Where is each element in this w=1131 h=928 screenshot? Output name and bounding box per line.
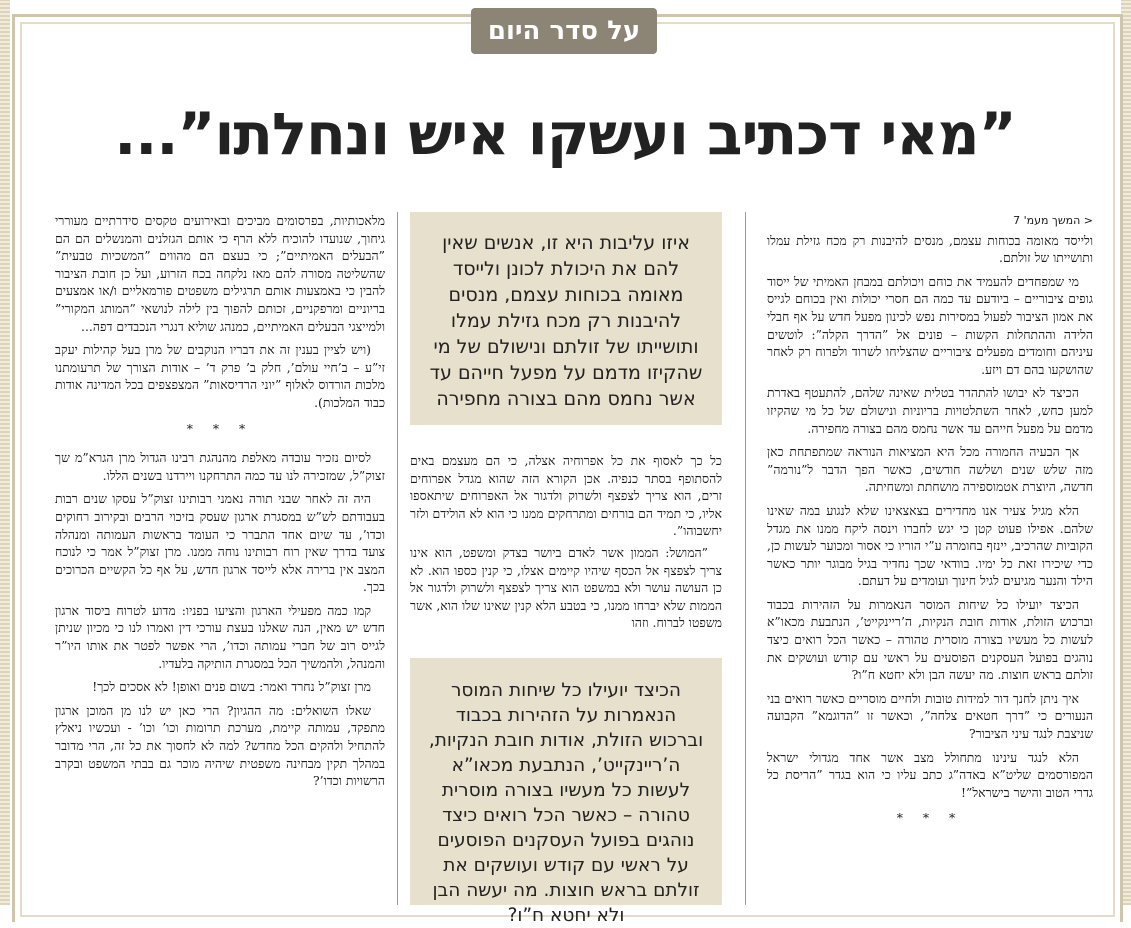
column-rule — [745, 212, 746, 905]
paragraph: הכיצד לא יבושו להתהדר בטלית שאינה שלהם, להתעטף באדרת למען כחש, לאחר השתלטויות בריוניות ונישולם של כל מי שהקיזו מדמם על מפעל חייהם עד אשר נחמס מהם בצורה מחפירה. — [767, 385, 1093, 436]
paragraph: לסיום נזכיר עובדה מאלפת מהנהגת רבינו הגדול מרן הגרא”מ שך זצוק”ל, שמזכירה לנו עד כמה התרחקנו ויירדנו בשנים הללו. — [55, 450, 385, 483]
section-tab: על סדר היום — [471, 8, 657, 54]
paragraph: הכיצד יועילו כל שיחות המוסר הנאמרות על הזהירות בכבוד וברכוש הזולת, אודות חובת הנקיות, ה’ריינקייט’, הנתבעת מכאו”א לעשות כל מעשיו בצורה מוסרית טהורה – כאשר הכל רואים כיצד נוהגים בפועל העסקנים הפוסעים על ראשי עם קודש ועושקים את זולתם בראש חוצות. מה יעשה הבן ולא יחטא ח”ו? — [767, 596, 1093, 683]
paragraph: קמו כמה מפעילי הארגון והציעו בפניו: מדוע לטרוח ביסוד ארגון חדש יש מאין, הנה שאלנו בעצת עורכי דין ואמרו לנו כי מכיון שניתן לגייס רוב של חברי עמותה וכדו’, הרי אפשר לפטר את אותו היו”ר והמנהל, ולהמשיך הכל במסגרת הותיקה בלעדיו. — [55, 602, 385, 671]
paragraph: ולייסד מאומה בכוחות עצמם, מנסים להיבנות רק מכח גזילת עמלו ותושייתו של זולתם. — [767, 232, 1093, 266]
paragraph: מלאכותיות, בפרסומים מביכים ובאירועים טקסים סידרתיים מעוררי גיחוך, שנועדו להוכיח ללא הרף כי אותם הגזלנים והמנשלים הם הם ”הבעלים האמיתיים”; כי בעצם הם מהווים ”המשכיות טבעית” שהשליטה מסורה להם מאז נלקחה בכח הזרוע, ועל כן חובת הציבור להבין כי באמצעות אותם תרגילים משפטים פורמאליים ו/או אמצעים בריוניים ומרפקניים, זכותם להפוך בין לילה לנושאי ”המותג המקורי” ולמייצגי הבעלים האמיתיים, כמנהג שוליא דנגרי הנכבדים דפה... — [55, 213, 385, 334]
paragraph: היה זה לאחר שבני תורה נאמני רבותינו זצוק”ל עסקו שנים רבות בעבודתם לש”ש במסגרת ארגון שעסק בזיכוי הרבים ובקירוב רחוקים וכדו’, עד שיום אחד התברר כי העומד בראשות העמותה ומנהלה צועד בדרך שאין רוח רבותינו נוחה ממנו. מרן זצוק”ל אמר כי לנוכח המצב אין ברירה אלא לייסד ארגון חדש, על אף כל הקשיים הכרוכים בכך. — [55, 491, 385, 595]
pull-quote-bottom: הכיצד יועילו כל שיחות המוסר הנאמרות על הזהירות בכבוד וברכוש הזולת, אודות חובת הנקיות, ה’ריינקייט’, הנתבעת מכאו”א לעשות כל מעשיו בצורה מוסרית טהורה – כאשר הכל רואים כיצד נוהגים בפועל העסקנים הפוסעים על ראשי עם קודש ועושקים את זולתם בראש חוצות. מה יעשה הבן ולא יחטא ח”ו? — [410, 658, 722, 905]
middle-column-text — [410, 452, 722, 636]
continuation-note: < המשך מעמ' 7 — [1013, 214, 1093, 227]
paragraph: הלא לנגד עינינו מתחולל מצב אשר אחד מגדולי ישראל המפורסמים שליט”א באדה”ג כתב עליו כי הוא בגדר ”הריסת כל גדרי הטוב והישר בישראל”! — [767, 749, 1093, 800]
right-column — [767, 212, 1093, 905]
paragraph: שאלו השואלים: מה ההגיון? הרי כאן יש לנו מן המוכן ארגון מתפקד, עמותה קיימת, מערכת תרומות וכו’ וכו’ - ועכשיו ניאלץ להתחיל ולהקים הכל מחדש? למה לא לחסוך את כל זה, הרי מדובר במהלך תקין מבחינה משפטית שיהיה מוכר גם בבתי המשפט ובקרב הרשויות וכדו’? — [55, 702, 385, 789]
paragraph: הלא מגיל צעיר אנו מחדירים בצאצאינו שלא לנגוע במה שאינו שלהם. אפילו פעוט קטן כי יגש לחברו וינסה ליקח ממנו את מגדל הקוביות שהרכיב, יינזף בחומרה ע”י הוריו כי אסור ומכוער לעשות כן, כדי שיכירו זאת כל ימיו. בוודאי שכך נחדיר בגיל מבוגר יותר כאשר הילד והנער מגיעים לגיל חינוך ועומדים על דעתם. — [767, 502, 1093, 589]
pull-quote-top: איזו עליבות היא זו, אנשים שאין להם את היכולת לכונן ולייסד מאומה בכוחות עצמם, מנסים להיבנות רק מכח גזילת עמלו ותושייתו של זולתם ונישולם של מי שהקיזו מדמם על מפעל חייהם עד אשר נחמס מהם בצורה מחפירה — [410, 212, 722, 425]
left-column — [55, 212, 385, 905]
decorative-left-border — [0, 0, 10, 905]
paragraph: מי שמפחדים להעמיד את כוחם ויכולתם במבחן האמיתי של ייסוד גופים ציבוריים – ביודעם עד כמה הם חסרי יכולות ואין בכוחם לגייס את אמון הציבור לפעול במסירות נפש לכינון מפעל חדש על אף חבלי הלידה וההתחלות הקשות – פונים אל ”הדרך הקלה”: לוטשים עיניהם וחומדים מפעלים ציבוריים שהצליחו לשרוד ולפרוח רק לאחר שהושקעו בהם דם ויזע. — [767, 273, 1093, 377]
headline: ”מאי דכתיב ועשקו איש ונחלתו”... — [114, 100, 1016, 168]
paragraph: ”המושל: הממון אשר לאדם ביושר בצדק ומשפט, הוא אינו צריך לצפצף אל הכסף שיהיו קיימים אצלו, כי קנין כספו הוא. לא כן העושה עושר ולא במשפט הוא צריך לצפצף ולשרוק ולדגור אל הממות שלא יברחו ממנו, כי בטבע הלא קנין שאינו שלו הוא, אשר משפטו לברוח. וזהו — [410, 544, 722, 631]
column-rule — [397, 212, 398, 905]
paragraph: כל כך לאסוף את כל אפרוחיה אצלה, כי הם מעצמם באים להסתופף בסתר כנפיה. אכן הקורא הזה שהוא מגדל אפרוחים זרים, הוא צריך לצפצף ולשרוק ולדגור אל האפרוחים שיתאספו אליו, כי תמיד הם בורחים ומתרחקים ממנו כי הוא לא הולידם ולזר יחשבוהו”. — [410, 453, 722, 539]
paragraph: אך הבעיה החמורה מכל היא המציאות הנוראה שמתפתחת כאן מזה שלש שנים ושלשה חודשים, כאשר הפך הדבר ל”נורמה” חדשה, היוצרת אטמוספירה מושחתת ומשחיתה. — [767, 444, 1093, 495]
section-divider: * * * — [896, 810, 964, 826]
paragraph: מרן זצוק”ל נחרד ואמר: בשום פנים ואופן! לא אסכים לכך! — [92, 679, 371, 695]
paragraph: איך ניתן לחנך דור למידות טובות ולחיים מוסריים כאשר רואים בני הנעורים כי ”דרך חטאים צלחה”, וכאשר זו ”הדוגמא” הקבועה שניצבת לנגד עיני הציבור? — [767, 690, 1093, 742]
paragraph: (ויש לציין בענין זה את דבריו הנוקבים של מרן בעל קהילות יעקב זי”ע – ב’חיי עולם’, חלק ב’ פרק ד’ – אודות הצורך של תרעומתנו מלכות הורדוס לאלוף ”יוני הרדיסאות” המצפצפים בכל המדינה אודות כבוד המלכות). — [55, 342, 385, 410]
section-divider: * * * — [186, 420, 254, 436]
